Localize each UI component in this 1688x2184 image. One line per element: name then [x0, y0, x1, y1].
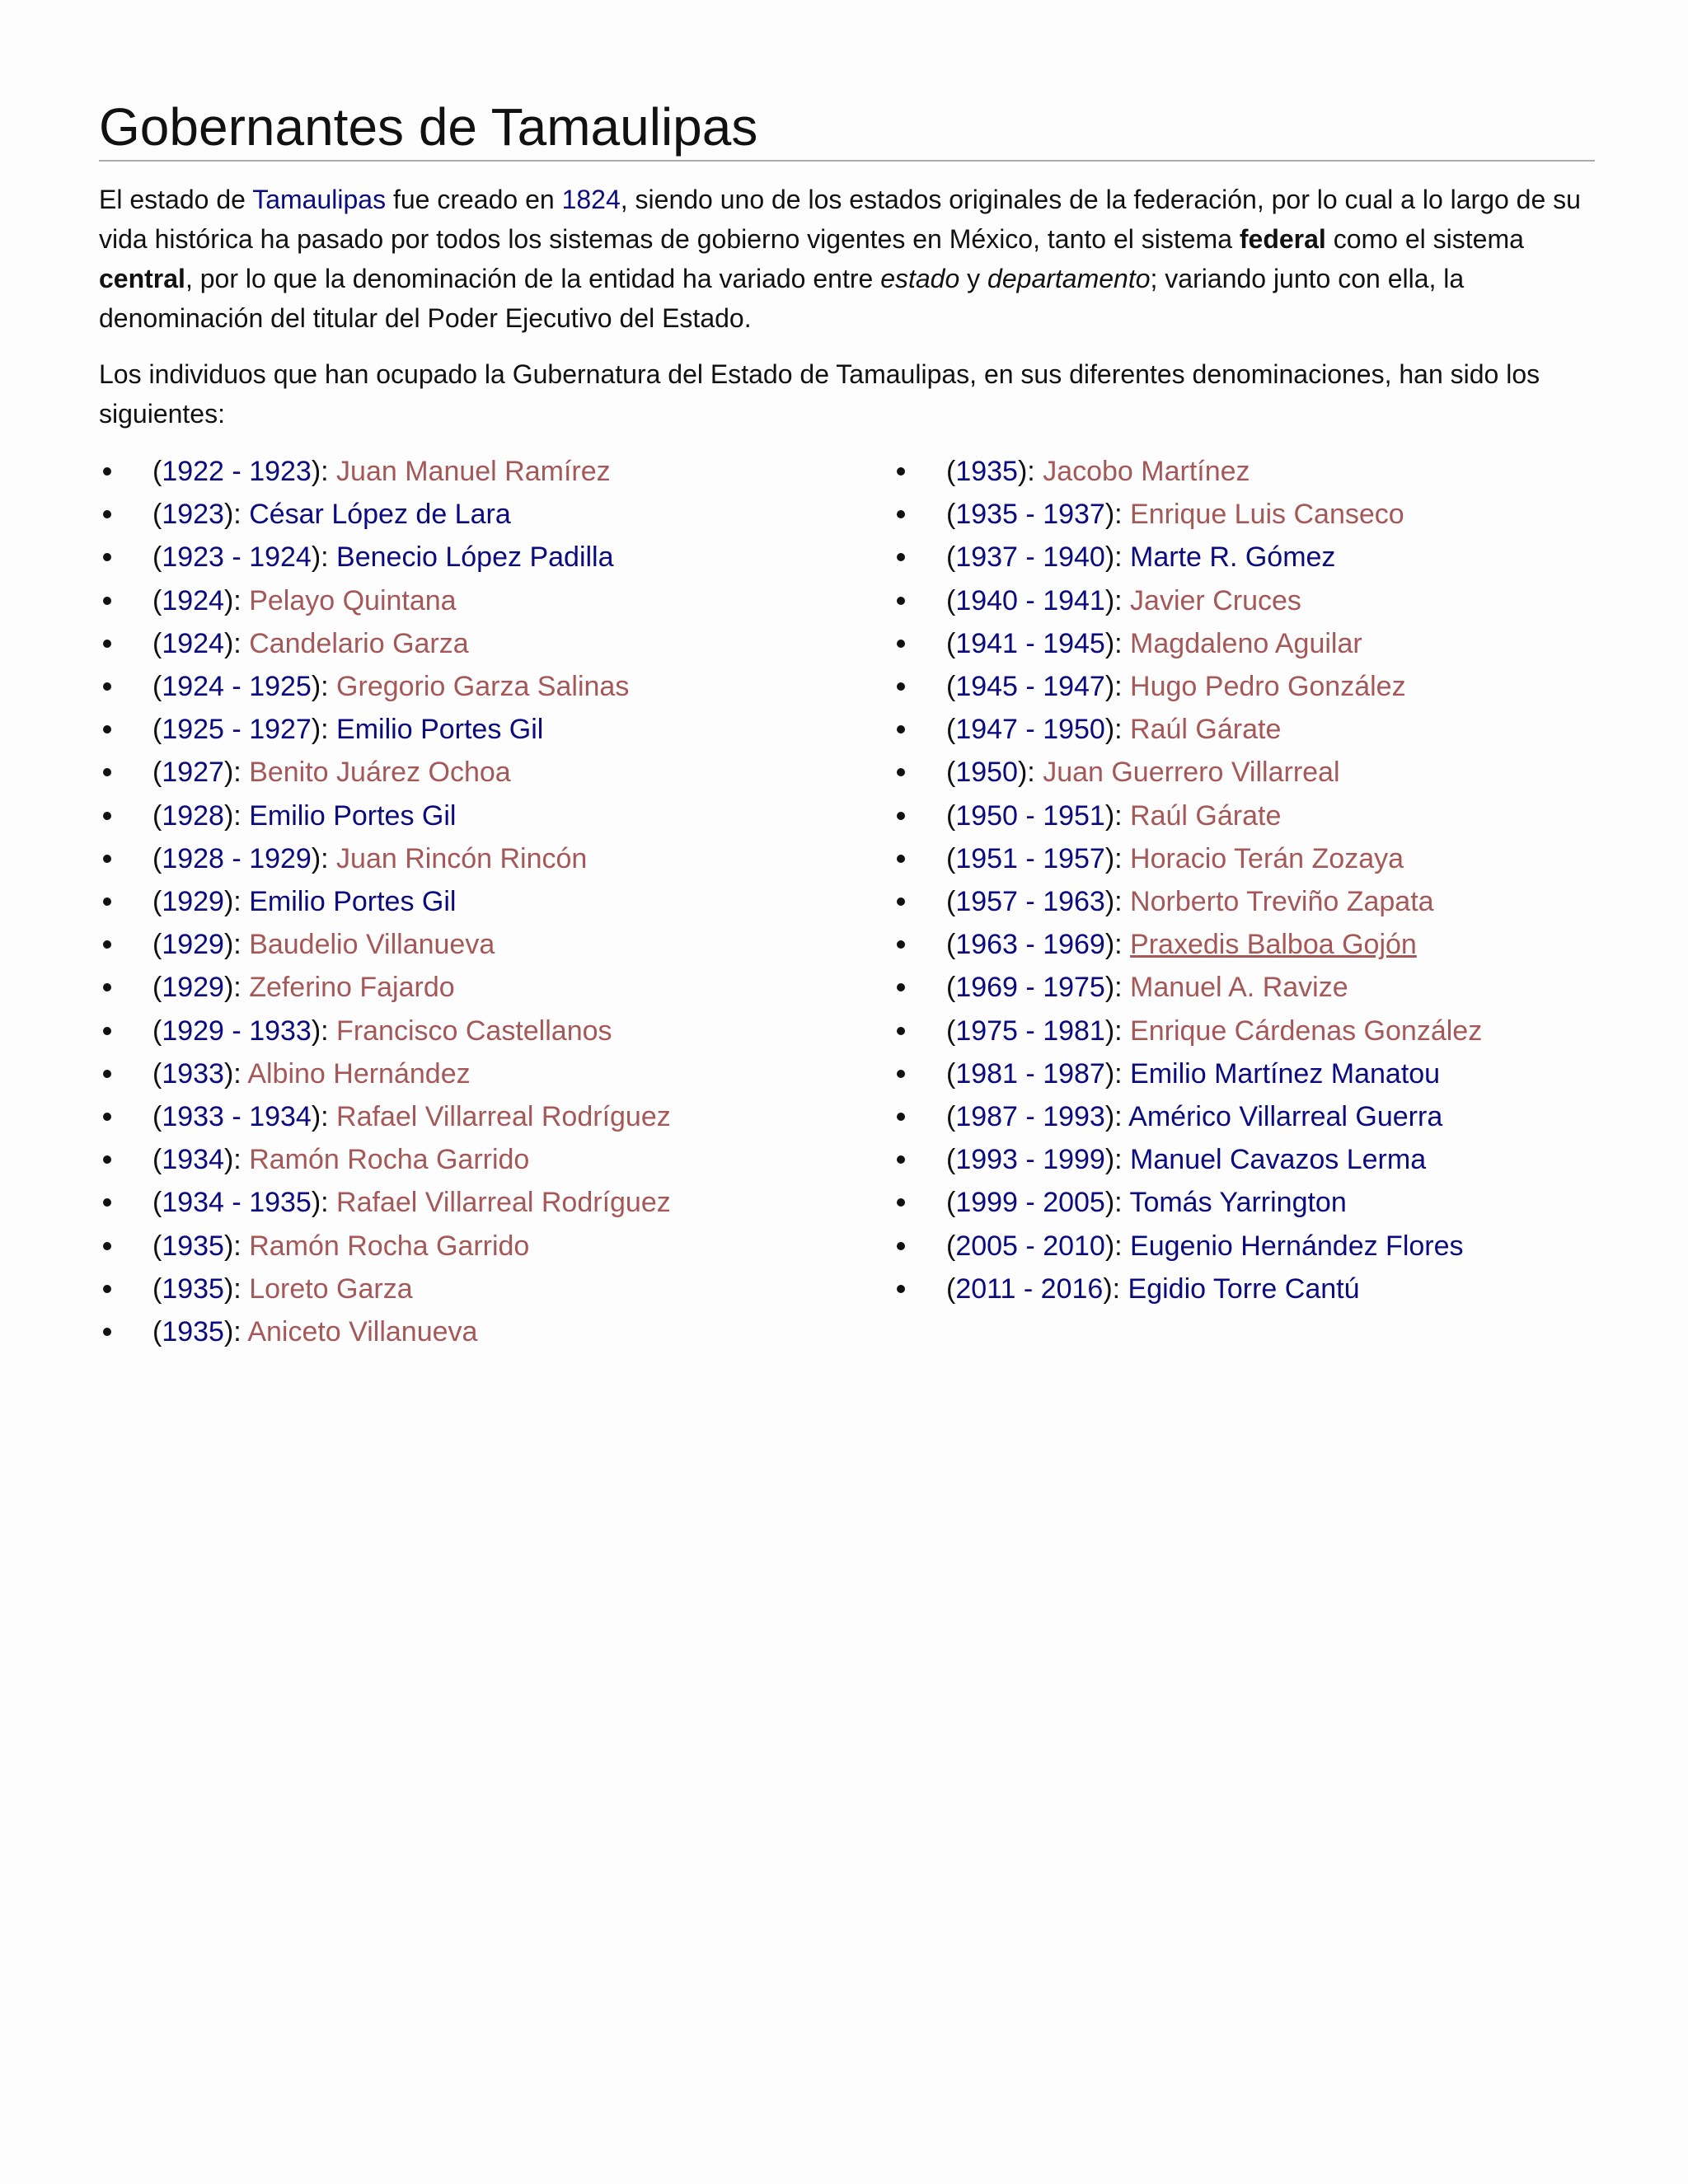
- year-link[interactable]: 1935: [955, 456, 1018, 487]
- year-link[interactable]: 1940: [1043, 541, 1105, 574]
- paren-open: (: [152, 456, 162, 487]
- year-separator: -: [1017, 1015, 1043, 1047]
- governor-link[interactable]: Enrique Cárdenas González: [1130, 1015, 1483, 1047]
- governor-link[interactable]: Emilio Martínez Manatou: [1130, 1057, 1441, 1090]
- year-link[interactable]: 1924: [249, 541, 312, 574]
- governor-list-item: [893, 536, 1634, 579]
- governor-link[interactable]: Magdaleno Aguilar: [1130, 627, 1362, 659]
- paren-open: (: [946, 1230, 956, 1262]
- paren-open: (: [152, 799, 162, 832]
- governor-link[interactable]: Aniceto Villanueva: [247, 1316, 478, 1348]
- year-separator: -: [223, 1015, 250, 1047]
- year-link[interactable]: 2016: [1040, 1272, 1104, 1305]
- governor-list-item: [99, 1268, 841, 1310]
- intro-text: como el sistema: [1325, 224, 1524, 254]
- paren-open: (: [152, 584, 162, 616]
- year-separator: -: [223, 671, 250, 703]
- year-link[interactable]: 1963: [1043, 886, 1105, 918]
- paren-open: (: [946, 1187, 956, 1219]
- paren-open: (: [152, 1015, 162, 1047]
- year-link[interactable]: 1940: [955, 584, 1018, 616]
- paren-open: (: [152, 1101, 162, 1133]
- governor-link[interactable]: Francisco Castellanos: [336, 1015, 612, 1047]
- year-link[interactable]: 1933: [162, 1057, 224, 1090]
- paren-close: ):: [311, 1187, 337, 1219]
- governor-list-item: [99, 1010, 841, 1052]
- year-separator: -: [1017, 714, 1043, 746]
- year-link[interactable]: 1929: [162, 1015, 224, 1047]
- governor-list-item: [99, 1095, 841, 1138]
- year-link[interactable]: 1947: [1043, 671, 1105, 703]
- governor-link[interactable]: Emilio Portes Gil: [249, 886, 457, 918]
- paren-close: ):: [1104, 1015, 1131, 1047]
- paren-close: ):: [311, 1101, 337, 1133]
- year-link[interactable]: 1999: [955, 1187, 1018, 1219]
- governor-link[interactable]: Horacio Terán Zozaya: [1130, 842, 1404, 874]
- year-link[interactable]: 1981: [955, 1057, 1018, 1090]
- year-separator: -: [1017, 886, 1043, 918]
- paren-close: ):: [311, 1015, 337, 1047]
- paren-close: ):: [1104, 1187, 1130, 1219]
- paren-close: ):: [1104, 1101, 1129, 1133]
- year-separator: -: [1017, 1057, 1043, 1090]
- governor-link[interactable]: Manuel A. Ravize: [1130, 972, 1348, 1004]
- year-link[interactable]: 1947: [955, 714, 1018, 746]
- governor-link[interactable]: Juan Guerrero Villarreal: [1043, 757, 1340, 789]
- intro-text: fue creado en: [386, 185, 562, 214]
- year-link[interactable]: 1928: [162, 799, 224, 832]
- paren-open: (: [946, 671, 956, 703]
- year-link[interactable]: 1975: [955, 1015, 1018, 1047]
- governor-link[interactable]: Emilio Portes Gil: [336, 714, 544, 746]
- governor-list-item: [99, 1181, 841, 1224]
- governor-list-item: [99, 966, 841, 1009]
- governor-link[interactable]: Albino Hernández: [247, 1057, 471, 1090]
- paren-open: (: [946, 584, 956, 616]
- governor-link[interactable]: Candelario Garza: [249, 627, 469, 659]
- governor-list-item: [893, 923, 1634, 966]
- paren-close: ):: [1104, 886, 1131, 918]
- year-link[interactable]: 1993: [955, 1144, 1018, 1176]
- year-link[interactable]: 1929: [162, 929, 224, 961]
- year-link[interactable]: 1987: [1043, 1057, 1105, 1090]
- year-link[interactable]: 1951: [1043, 799, 1105, 832]
- governor-link[interactable]: Baudelio Villanueva: [249, 929, 495, 961]
- governor-list-item: [99, 837, 841, 880]
- paren-open: (: [152, 499, 162, 531]
- governor-list-item: [893, 1181, 1634, 1224]
- intro-text: El estado de: [99, 185, 253, 214]
- bold-federal: federal: [1239, 224, 1326, 254]
- paren-close: ):: [311, 842, 337, 874]
- governors-list-right: [893, 450, 1634, 1310]
- paren-close: ):: [223, 1057, 248, 1090]
- year-link[interactable]: 1941: [955, 627, 1018, 659]
- bold-central: central: [99, 264, 185, 293]
- governor-list-item: [99, 880, 841, 923]
- governor-list-item: [893, 837, 1634, 880]
- governor-list-item: [99, 665, 841, 708]
- paren-close: ):: [311, 671, 337, 703]
- year-link[interactable]: 1975: [1043, 972, 1105, 1004]
- paren-close: ):: [1104, 1230, 1131, 1262]
- year-link[interactable]: 2005: [1043, 1187, 1105, 1219]
- year-link[interactable]: 1950: [955, 757, 1018, 789]
- year-separator: -: [223, 1187, 250, 1219]
- paren-close: ):: [223, 584, 250, 616]
- year-link[interactable]: 1922: [162, 456, 224, 487]
- governor-list-item: [893, 966, 1634, 1009]
- year-link[interactable]: 1941: [1043, 584, 1105, 616]
- governor-list-item: [893, 579, 1634, 622]
- paren-open: (: [152, 972, 162, 1004]
- paren-close: ):: [223, 1144, 250, 1176]
- year-link[interactable]: 1951: [955, 842, 1018, 874]
- year-link[interactable]: 1993: [1043, 1101, 1105, 1133]
- governor-link[interactable]: Ramón Rocha Garrido: [249, 1144, 530, 1176]
- paren-open: (: [152, 886, 162, 918]
- year-separator: -: [1017, 842, 1043, 874]
- year-link[interactable]: 1933: [162, 1101, 224, 1133]
- paren-open: (: [946, 1101, 956, 1133]
- year-link[interactable]: 2005: [955, 1230, 1018, 1262]
- paren-open: (: [152, 929, 162, 961]
- governor-link[interactable]: Benecio López Padilla: [336, 541, 614, 574]
- governor-list-item: [893, 665, 1634, 708]
- year-separator: -: [1017, 627, 1043, 659]
- governor-list-item: [893, 1010, 1634, 1052]
- year-link[interactable]: 1934: [162, 1187, 224, 1219]
- paren-close: ):: [311, 456, 337, 487]
- paren-close: ):: [311, 541, 337, 574]
- paren-close: ):: [1104, 627, 1131, 659]
- year-separator: -: [223, 541, 250, 574]
- year-separator: -: [1017, 1144, 1043, 1176]
- year-separator: -: [1017, 1101, 1043, 1133]
- paren-close: ):: [223, 799, 250, 832]
- paren-open: (: [152, 1144, 162, 1176]
- paren-open: (: [946, 929, 956, 961]
- paren-open: (: [946, 1272, 956, 1305]
- year-link[interactable]: 1928: [162, 842, 224, 874]
- paren-close: ):: [1104, 1057, 1131, 1090]
- paren-open: (: [946, 1144, 956, 1176]
- paren-close: ):: [223, 627, 250, 659]
- paren-close: ):: [1104, 842, 1131, 874]
- governor-link[interactable]: Juan Manuel Ramírez: [336, 456, 611, 487]
- paren-open: (: [946, 714, 956, 746]
- year-link[interactable]: 1924: [162, 627, 224, 659]
- governor-list-item: [893, 1268, 1634, 1310]
- year-link[interactable]: 1935: [162, 1272, 224, 1305]
- governor-link[interactable]: Juan Rincón Rincón: [336, 842, 588, 874]
- governor-list-item: [893, 708, 1634, 751]
- paren-close: ):: [1104, 714, 1131, 746]
- governor-link[interactable]: Ramón Rocha Garrido: [249, 1230, 530, 1262]
- governors-list-left: [99, 450, 841, 1353]
- governor-list-item: [893, 1095, 1634, 1138]
- governor-list-item: [99, 493, 841, 536]
- paren-open: (: [152, 1187, 162, 1219]
- year-link[interactable]: 1935: [162, 1316, 224, 1348]
- governor-link[interactable]: Américo Villarreal Guerra: [1128, 1101, 1443, 1133]
- paren-close: ):: [1104, 499, 1131, 531]
- year-separator: -: [1017, 1230, 1043, 1262]
- year-link[interactable]: 1934: [162, 1144, 224, 1176]
- governor-list-item: [99, 579, 841, 622]
- governor-link[interactable]: Praxedis Balboa Gojón: [1130, 929, 1417, 961]
- paren-close: ):: [223, 499, 250, 531]
- governor-link[interactable]: Raúl Gárate: [1130, 714, 1282, 746]
- year-link[interactable]: 1945: [955, 671, 1018, 703]
- governor-list-item: [99, 1310, 841, 1353]
- year-link[interactable]: 1969: [1043, 929, 1105, 961]
- year-link[interactable]: 1929: [249, 842, 312, 874]
- governor-list-item: [99, 622, 841, 665]
- paren-close: ):: [1104, 972, 1131, 1004]
- year-link[interactable]: 1945: [1043, 627, 1105, 659]
- paren-close: ):: [1017, 456, 1043, 487]
- year-link[interactable]: 1923: [249, 456, 312, 487]
- paren-open: (: [152, 714, 162, 746]
- paren-open: (: [946, 886, 956, 918]
- governor-list-item: [99, 1052, 841, 1095]
- year-link[interactable]: 1929: [162, 972, 224, 1004]
- paren-open: (: [152, 1230, 162, 1262]
- governor-list-item: [99, 1138, 841, 1181]
- governor-link[interactable]: Norberto Treviño Zapata: [1130, 886, 1434, 918]
- year-link[interactable]: 1950: [1043, 714, 1105, 746]
- intro-text: ; variando junto con ella, la denominación del titular del Poder Ejecutivo del Estado.: [99, 264, 1465, 333]
- year-separator: -: [223, 456, 250, 487]
- paren-close: ):: [223, 1230, 250, 1262]
- paren-open: (: [152, 671, 162, 703]
- year-link[interactable]: 1957: [955, 886, 1018, 918]
- paren-open: (: [946, 541, 956, 574]
- paren-close: ):: [223, 886, 250, 918]
- governor-link[interactable]: Rafael Villarreal Rodríguez: [336, 1187, 671, 1219]
- year-separator: -: [1017, 929, 1043, 961]
- link-tamaulipas[interactable]: Tamaulipas: [252, 185, 387, 214]
- year-link[interactable]: 1934: [249, 1101, 312, 1133]
- paren-open: (: [946, 456, 956, 487]
- governor-link[interactable]: Eugenio Hernández Flores: [1130, 1230, 1464, 1262]
- paren-open: (: [946, 972, 956, 1004]
- governor-list-item: [893, 493, 1634, 536]
- governor-list-item: [893, 1052, 1634, 1095]
- governor-list-item: [99, 794, 841, 837]
- paren-open: (: [946, 1057, 956, 1090]
- paren-open: (: [946, 842, 956, 874]
- year-link[interactable]: 2011: [955, 1272, 1016, 1305]
- intro-text: y: [959, 264, 988, 293]
- year-separator: -: [1015, 1272, 1041, 1305]
- paren-close: ):: [1104, 541, 1131, 574]
- governor-list-item: [99, 536, 841, 579]
- year-link[interactable]: 1924: [162, 584, 224, 616]
- governor-link[interactable]: Raúl Gárate: [1130, 799, 1282, 832]
- year-link[interactable]: 1935: [249, 1187, 312, 1219]
- paren-open: (: [946, 757, 956, 789]
- governor-link[interactable]: Benito Juárez Ochoa: [249, 757, 511, 789]
- governor-link[interactable]: Hugo Pedro González: [1130, 671, 1406, 703]
- year-link[interactable]: 1981: [1043, 1015, 1105, 1047]
- page-title: Gobernantes de Tamaulipas: [99, 97, 1595, 162]
- year-link[interactable]: 1929: [162, 886, 224, 918]
- governor-link[interactable]: Egidio Torre Cantú: [1128, 1272, 1360, 1305]
- paren-close: ):: [1104, 584, 1131, 616]
- paren-open: (: [946, 1015, 956, 1047]
- paren-open: (: [152, 1316, 162, 1348]
- year-link[interactable]: 1925: [249, 671, 312, 703]
- year-link[interactable]: 1935: [162, 1230, 224, 1262]
- year-link[interactable]: 1933: [249, 1015, 312, 1047]
- year-link[interactable]: 1937: [955, 541, 1018, 574]
- year-link[interactable]: 1963: [955, 929, 1018, 961]
- governor-list-item: [893, 1138, 1634, 1181]
- governor-link[interactable]: César López de Lara: [249, 499, 511, 531]
- governor-link[interactable]: Emilio Portes Gil: [249, 799, 457, 832]
- paren-close: ):: [311, 714, 337, 746]
- paren-open: (: [946, 627, 956, 659]
- paren-close: ):: [223, 757, 250, 789]
- governor-link[interactable]: Pelayo Quintana: [249, 584, 457, 616]
- year-link[interactable]: 1925: [162, 714, 224, 746]
- governor-link[interactable]: Rafael Villarreal Rodríguez: [336, 1101, 671, 1133]
- year-link[interactable]: 1987: [955, 1101, 1018, 1133]
- paren-open: (: [152, 842, 162, 874]
- governor-link[interactable]: Jacobo Martínez: [1043, 456, 1250, 487]
- governor-link[interactable]: Manuel Cavazos Lerma: [1130, 1144, 1427, 1176]
- year-link[interactable]: 1937: [1043, 499, 1105, 531]
- paren-open: (: [152, 541, 162, 574]
- paren-close: ):: [1104, 671, 1131, 703]
- year-link[interactable]: 1950: [955, 799, 1018, 832]
- governor-list-item: [99, 450, 841, 493]
- governor-list-item: [99, 751, 841, 794]
- governor-list-item: [893, 794, 1634, 837]
- paren-close: ):: [1104, 799, 1131, 832]
- year-separator: -: [223, 842, 250, 874]
- intro-text: , siendo uno de los estados originales de la federación, por lo cual a lo largo de su vida histórica ha pasado por todos los sistemas de gobierno vigentes en México, tanto el sistema: [99, 185, 1581, 254]
- governor-link[interactable]: Zeferino Fajardo: [249, 972, 455, 1004]
- year-separator: -: [223, 714, 250, 746]
- year-link[interactable]: 1923: [162, 541, 224, 574]
- governor-link[interactable]: Tomás Yarrington: [1129, 1187, 1347, 1219]
- paren-close: ):: [223, 972, 250, 1004]
- year-link[interactable]: 1999: [1043, 1144, 1105, 1176]
- year-separator: -: [1017, 1187, 1043, 1219]
- year-link[interactable]: 1927: [162, 757, 224, 789]
- year-separator: -: [1017, 799, 1043, 832]
- governor-link[interactable]: Enrique Luis Canseco: [1130, 499, 1404, 531]
- governor-link[interactable]: Javier Cruces: [1130, 584, 1301, 616]
- governor-list-item: [893, 622, 1634, 665]
- year-separator: -: [1017, 671, 1043, 703]
- year-link[interactable]: 1969: [955, 972, 1018, 1004]
- paren-open: (: [152, 1057, 162, 1090]
- intro-text: , por lo que la denominación de la entidad ha variado entre: [185, 264, 881, 293]
- year-separator: -: [1017, 972, 1043, 1004]
- year-separator: -: [1017, 499, 1043, 531]
- paren-close: ):: [1103, 1272, 1128, 1305]
- year-link[interactable]: 1923: [162, 499, 224, 531]
- year-separator: -: [1017, 584, 1043, 616]
- paren-open: (: [152, 627, 162, 659]
- year-link[interactable]: 1957: [1043, 842, 1105, 874]
- italic-departamento: departamento: [987, 264, 1151, 293]
- governor-list-item: [893, 1225, 1634, 1268]
- paren-close: ):: [1017, 757, 1043, 789]
- year-link[interactable]: 1924: [162, 671, 224, 703]
- governor-list-item: [893, 751, 1634, 794]
- year-separator: -: [1017, 541, 1043, 574]
- paren-open: (: [946, 799, 956, 832]
- paren-close: ):: [1104, 1144, 1131, 1176]
- year-link[interactable]: 1927: [249, 714, 312, 746]
- paren-close: ):: [223, 929, 250, 961]
- governor-list-item: [893, 450, 1634, 493]
- governor-link[interactable]: Marte R. Gómez: [1130, 541, 1336, 574]
- year-separator: -: [223, 1101, 250, 1133]
- list-intro-paragraph: Los individuos que han ocupado la Gubernatura del Estado de Tamaulipas, en sus diferentes denominaciones, han sido los siguientes:: [99, 359, 1540, 429]
- governor-list-item: [893, 880, 1634, 923]
- paren-open: (: [152, 757, 162, 789]
- governor-link[interactable]: Loreto Garza: [249, 1272, 413, 1305]
- governor-list-item: [99, 1225, 841, 1268]
- year-link[interactable]: 1935: [955, 499, 1018, 531]
- paren-open: (: [946, 499, 956, 531]
- intro-paragraph: [99, 180, 1595, 338]
- governor-link[interactable]: Gregorio Garza Salinas: [336, 671, 630, 703]
- paren-open: (: [152, 1272, 162, 1305]
- governor-list-item: [99, 708, 841, 751]
- paren-close: ):: [1104, 929, 1131, 961]
- paren-close: ):: [223, 1316, 248, 1348]
- year-link[interactable]: 2010: [1043, 1230, 1105, 1262]
- governor-list-item: [99, 923, 841, 966]
- link-1824[interactable]: 1824: [561, 185, 621, 214]
- italic-estado: estado: [880, 264, 960, 293]
- paren-close: ):: [223, 1272, 250, 1305]
